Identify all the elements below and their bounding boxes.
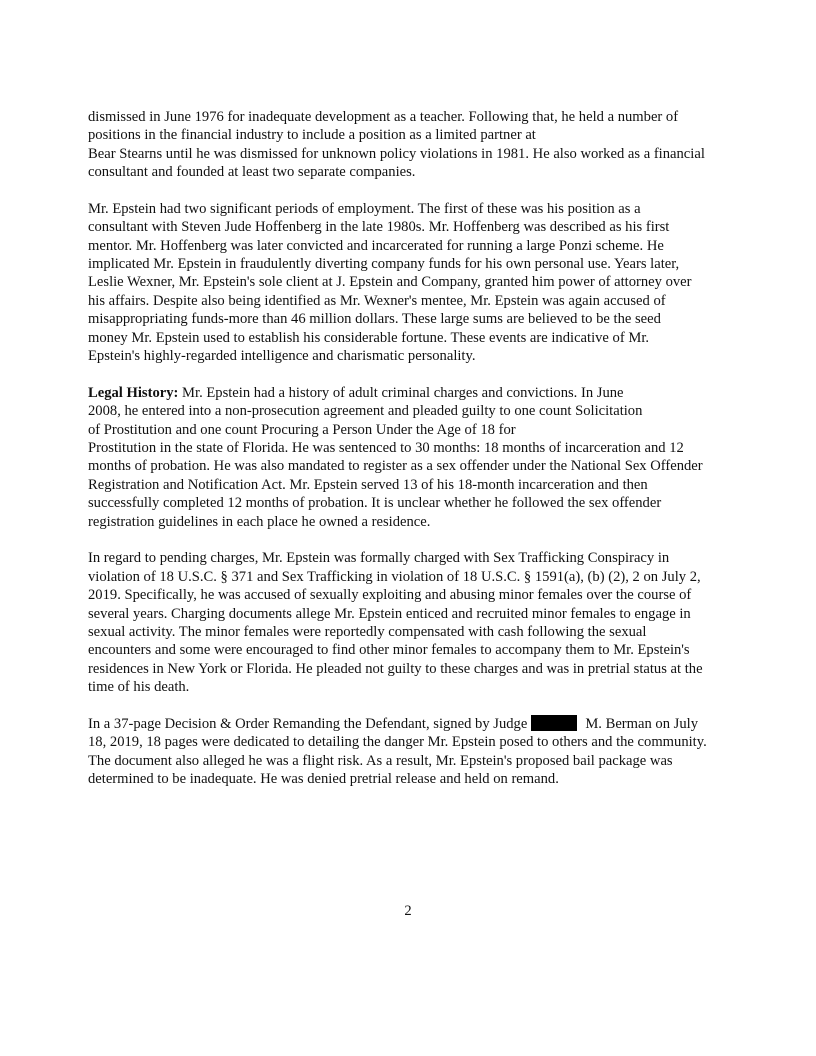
paragraph-3-line-3: of Prostitution and one count Procuring a Person Under the Age of 18 for xyxy=(88,422,516,438)
paragraph-3-line-7: successfully completed 12 months of probation. It is unclear whether he followed the sex offender xyxy=(88,495,662,511)
paragraph-1-line-4: consultant and founded at least two separate companies. xyxy=(88,164,416,180)
paragraph-3-line-4: Prostitution in the state of Florida. He was sentenced to 30 months: 18 months of incarceration and 12 xyxy=(88,440,684,456)
paragraph-5-text-before-redaction: In a 37-page Decision & Order Remanding the Defendant, signed by Judge xyxy=(88,716,528,732)
paragraph-5-line-4: determined to be inadequate. He was denied pretrial release and held on remand. xyxy=(88,771,559,787)
paragraph-2-line-8: money Mr. Epstein used to establish his considerable fortune. These events are indicative of Mr. xyxy=(88,330,650,346)
paragraph-4-line-2: violation of 18 U.S.C. § 371 and Sex Trafficking in violation of 18 U.S.C. § 1591(a), (b) (2), 2 on July 2, xyxy=(88,569,701,585)
paragraph-2-line-7: misappropriating funds-more than 46 million dollars. These large sums are believed to be the seed xyxy=(88,311,661,327)
paragraph-2-line-2: consultant with Steven Jude Hoffenberg in the late 1980s. Mr. Hoffenberg was described as his first xyxy=(88,219,670,235)
legal-history-heading: Legal History: xyxy=(88,385,179,401)
paragraph-3-line-1 xyxy=(88,384,624,402)
paragraph-3-line-5: months of probation. He was also mandated to register as a sex offender under the National Sex Offender xyxy=(88,458,703,474)
paragraph-4-line-1: In regard to pending charges, Mr. Epstein was formally charged with Sex Trafficking Conspiracy in xyxy=(88,550,670,566)
paragraph-4-line-7: residences in New York or Florida. He pleaded not guilty to these charges and was in pretrial status at the xyxy=(88,661,703,677)
paragraph-1-line-3: Bear Stearns until he was dismissed for unknown policy violations in 1981. He also worked as a financial xyxy=(88,146,705,162)
paragraph-4-line-8: time of his death. xyxy=(88,679,190,695)
paragraph-4-line-4: several years. Charging documents allege Mr. Epstein enticed and recruited minor females to engage in xyxy=(88,606,691,622)
paragraph-1-line-1: dismissed in June 1976 for inadequate development as a teacher. Following that, he held a number of xyxy=(88,109,679,125)
paragraph-2-line-3: mentor. Mr. Hoffenberg was later convicted and incarcerated for running a large Ponzi scheme. He xyxy=(88,238,664,254)
paragraph-2-line-9: Epstein's highly-regarded intelligence and charismatic personality. xyxy=(88,348,476,364)
paragraph-2-line-1: Mr. Epstein had two significant periods of employment. The first of these was his position as a xyxy=(88,201,641,217)
paragraph-5-line-1 xyxy=(88,715,698,733)
paragraph-5-line-2: 18, 2019, 18 pages were dedicated to detailing the danger Mr. Epstein posed to others and the community. xyxy=(88,734,707,750)
paragraph-4-line-3: 2019. Specifically, he was accused of sexually exploiting and abusing minor females over the course of xyxy=(88,587,692,603)
page-number: 2 xyxy=(404,903,412,919)
paragraph-3-line-8: registration guidelines in each place he owned a residence. xyxy=(88,514,431,530)
paragraph-2-line-5: Leslie Wexner, Mr. Epstein's sole client at J. Epstein and Company, granted him power of attorney over xyxy=(88,274,692,290)
paragraph-5-line-3: The document also alleged he was a flight risk. As a result, Mr. Epstein's proposed bail package was xyxy=(88,753,673,769)
paragraph-5-text-after-redaction: M. Berman on July xyxy=(585,716,699,732)
legal-history-intro: Mr. Epstein had a history of adult criminal charges and convictions. In June xyxy=(178,385,624,401)
redaction-bar xyxy=(531,715,577,731)
paragraph-2-line-4: implicated Mr. Epstein in fraudulently diverting company funds for his own personal use. Years later, xyxy=(88,256,680,272)
paragraph-4-line-6: encounters and some were encouraged to find other minor females to accompany them to Mr. Epstein's xyxy=(88,642,690,658)
paragraph-2-line-6: his affairs. Despite also being identified as Mr. Wexner's mentee, Mr. Epstein was again accused of xyxy=(88,293,666,309)
paragraph-4-line-5: sexual activity. The minor females were reportedly compensated with cash following the sexual xyxy=(88,624,647,640)
paragraph-3-line-6: Registration and Notification Act. Mr. Epstein served 13 of his 18-month incarceration and then xyxy=(88,477,648,493)
paragraph-1-line-2: positions in the financial industry to include a position as a limited partner at xyxy=(88,127,536,143)
paragraph-3-line-2: 2008, he entered into a non-prosecution agreement and pleaded guilty to one count Solicitation xyxy=(88,403,643,419)
